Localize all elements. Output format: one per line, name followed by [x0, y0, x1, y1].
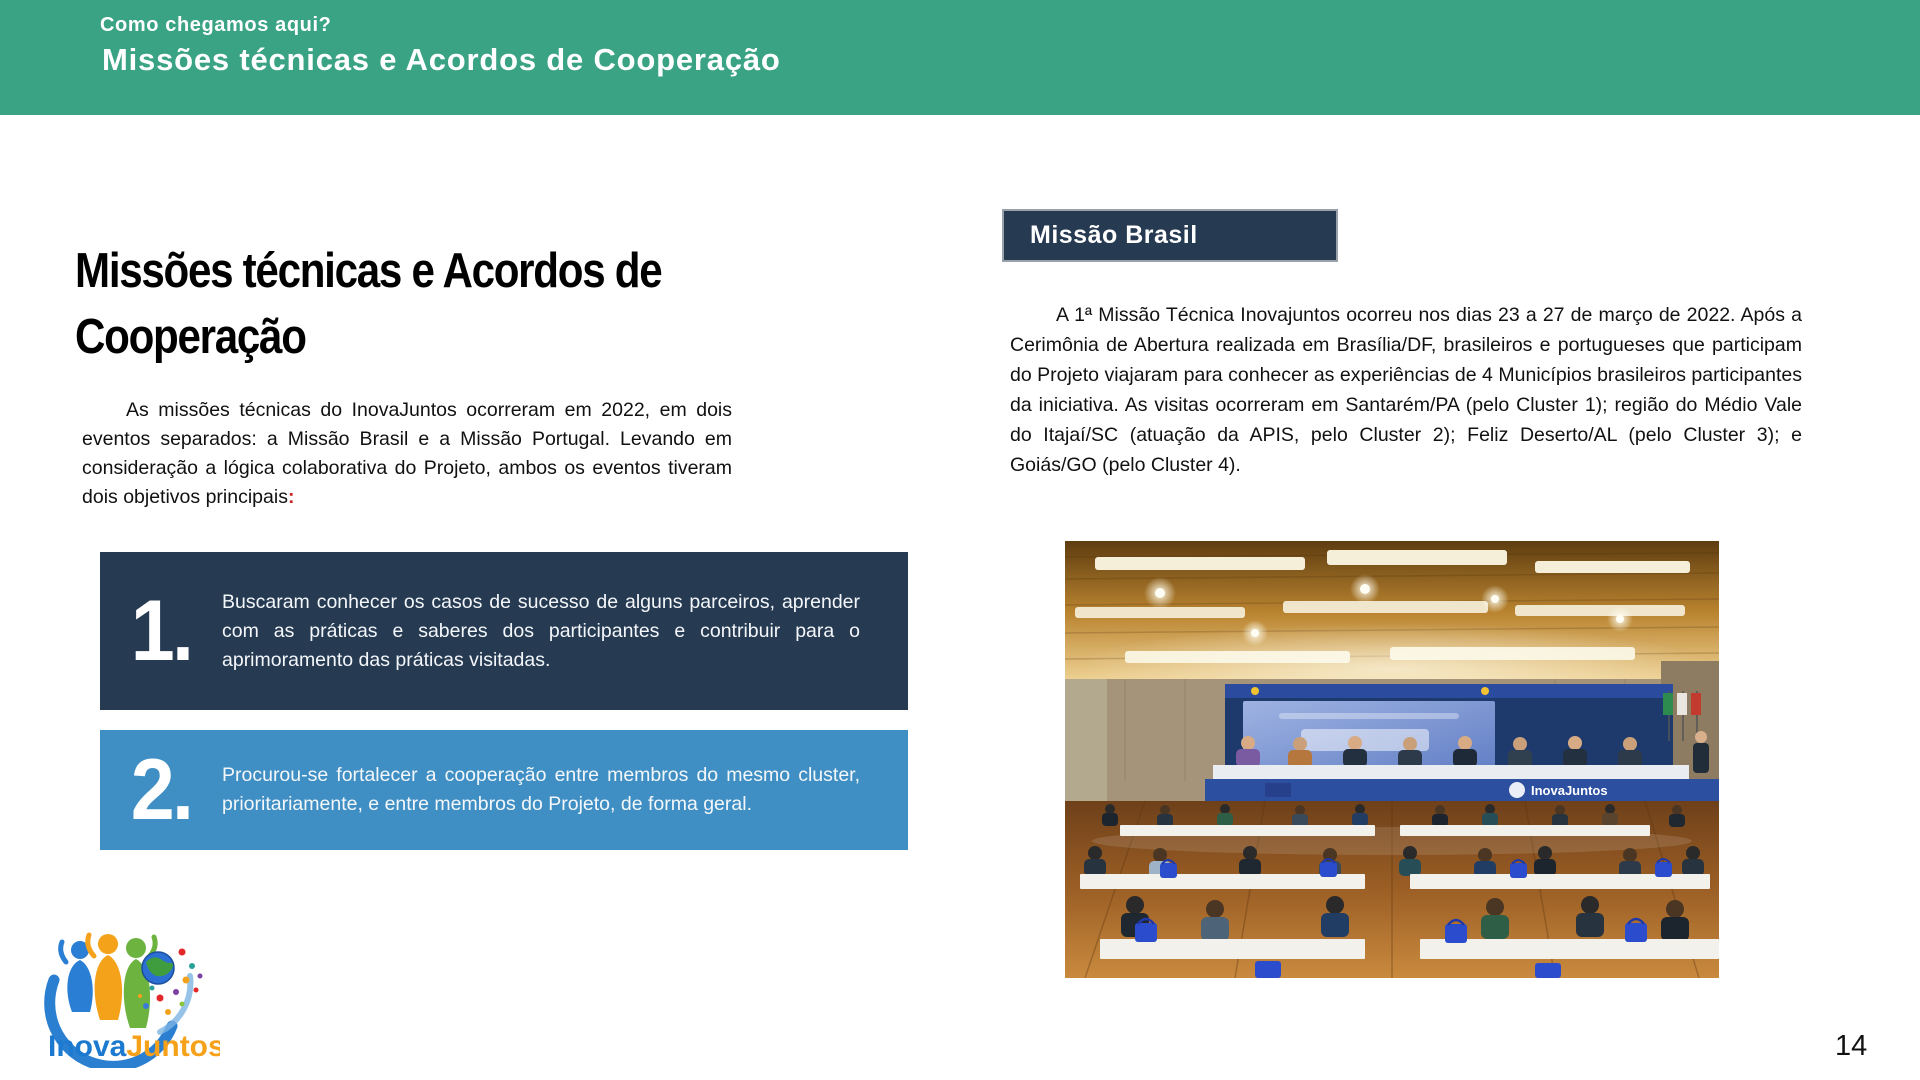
logo-wordmark	[48, 1030, 220, 1063]
logo-text-juntos: Juntos	[126, 1030, 220, 1063]
missao-brasil-label-box	[1002, 209, 1338, 262]
intro-paragraph	[82, 396, 732, 512]
objective-box-1	[100, 552, 908, 710]
section-title-line2: Cooperação	[75, 310, 306, 364]
intro-text: As missões técnicas do InovaJuntos ocorreram em 2022, em dois eventos separados: a Missão Brasil e a Missão Portugal. Levando em consideração a lógica colaborativa do Projeto, ambos os eventos tiveram dois objetivos principais	[82, 399, 732, 508]
conference-photo	[1065, 541, 1719, 978]
section-title-line1: Missões técnicas e Acordos de	[75, 244, 662, 298]
inovajuntos-logo	[40, 928, 220, 1068]
missao-brasil-label: Missão Brasil	[1030, 221, 1198, 249]
objective-1-text: Buscaram conhecer os casos de sucesso de alguns parceiros, aprender com as práticas e saberes dos participantes e contribuir para o aprimoramento das práticas visitadas.	[222, 590, 860, 671]
page-number: 14	[1835, 1030, 1868, 1062]
missao-brasil-paragraph: A 1ª Missão Técnica Inovajuntos ocorreu nos dias 23 a 27 de março de 2022. Após a Cerimônia de Abertura realizada em Brasília/DF, brasileiros e portugueses que participam do Projeto viajaram para conhecer as experiências de 4 Municípios brasileiros participantes da iniciativa. As visitas ocorreram em Santarém/PA (pelo Cluster 1); região do Médio Vale do Itajaí/SC (atuação da APIS, pelo Cluster 2); Feliz Deserto/AL (pelo Cluster 3); e Goiás/GO (pelo Cluster 4).	[1010, 304, 1802, 476]
objective-1-number: 1.	[130, 583, 192, 679]
intro-red-colon: :	[287, 486, 295, 508]
logo-text-inova: Inova	[48, 1030, 127, 1063]
header-kicker: Como chegamos aqui?	[100, 14, 332, 36]
logo-figures	[61, 934, 155, 1028]
objective-2-number: 2.	[130, 742, 192, 838]
header-title: Missões técnicas e Acordos de Cooperação	[102, 42, 781, 77]
conference-photo-image	[1065, 541, 1719, 978]
photo-banner-text: InovaJuntos	[1531, 783, 1608, 798]
section-title	[75, 238, 661, 370]
photo-audience	[1065, 801, 1719, 978]
objective-2-text: Procurou-se fortalecer a cooperação entre membros do mesmo cluster, prioritariamente, e entre membros do Projeto, de forma geral.	[222, 764, 860, 815]
header-band	[0, 0, 1920, 115]
objective-box-2	[100, 730, 908, 850]
inovajuntos-logo-image	[40, 928, 220, 1068]
logo-globe	[142, 952, 174, 984]
